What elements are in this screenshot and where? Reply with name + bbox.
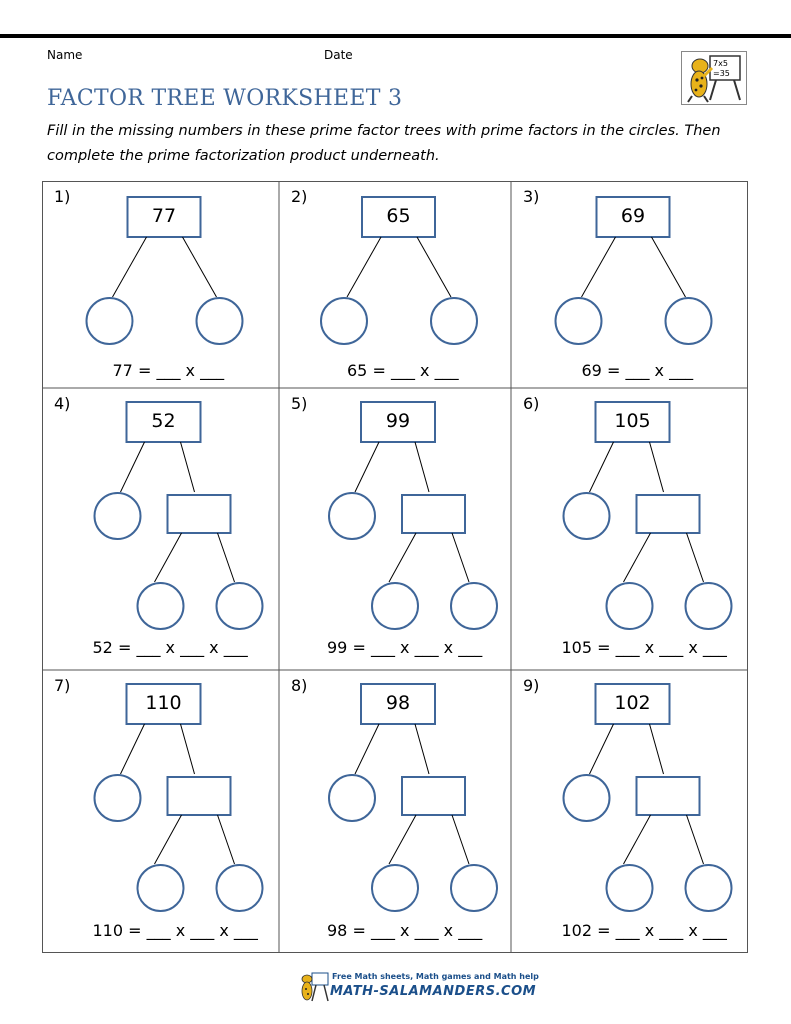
svg-text:7x5: 7x5 (713, 59, 728, 68)
branch-line (183, 237, 217, 297)
footer-logo-icon (298, 971, 332, 1003)
composite-factor-box (402, 495, 465, 533)
prime-factor-circle (372, 865, 418, 911)
prime-factor-circle (329, 493, 375, 539)
prime-factor-circle (564, 493, 610, 539)
branch-line (624, 533, 651, 582)
branch-line (590, 442, 614, 492)
branch-line (415, 442, 429, 492)
prime-factor-circle (431, 298, 477, 344)
name-label: Name (47, 48, 83, 62)
prime-factor-circle (321, 298, 367, 344)
prime-factor-circle (686, 583, 732, 629)
problem-number: 5) (291, 394, 308, 413)
problem-number: 3) (523, 187, 540, 206)
prime-factor-circle (197, 298, 243, 344)
salamander-logo-icon (681, 51, 747, 105)
branch-line (113, 237, 147, 297)
composite-factor-box (402, 777, 465, 815)
branch-line (624, 815, 651, 864)
branch-line (650, 724, 664, 774)
factorization-equation: 77 = ___ x ___ (112, 361, 225, 380)
factor-tree-problem (279, 181, 511, 388)
composite-factor-box (637, 495, 700, 533)
prime-factor-circle (686, 865, 732, 911)
composite-factor-box (168, 495, 231, 533)
footer-tagline: Free Math sheets, Math games and Math help (332, 972, 539, 981)
number-to-factor: 110 (145, 692, 182, 714)
factorization-equation: 99 = ___ x ___ x ___ (327, 638, 483, 657)
factorization-equation: 102 = ___ x ___ x ___ (561, 921, 727, 940)
factor-tree-problem (42, 388, 279, 670)
top-rule (0, 34, 791, 38)
branch-line (389, 533, 416, 582)
factorization-equation: 98 = ___ x ___ x ___ (327, 921, 483, 940)
number-to-factor: 69 (620, 205, 646, 227)
factor-tree-problem (42, 670, 279, 953)
number-to-factor: 99 (385, 410, 411, 432)
factorization-equation: 105 = ___ x ___ x ___ (561, 638, 727, 657)
prime-factor-circle (564, 775, 610, 821)
branch-line (181, 442, 195, 492)
problem-number: 1) (54, 187, 71, 206)
prime-factor-circle (451, 583, 497, 629)
branch-line (155, 533, 182, 582)
prime-factor-circle (607, 865, 653, 911)
factor-tree-problem (511, 181, 748, 388)
factor-tree-problem (511, 670, 748, 953)
number-to-factor: 52 (151, 410, 176, 432)
problem-number: 2) (291, 187, 308, 206)
prime-factor-circle (217, 583, 263, 629)
branch-line (687, 815, 704, 864)
prime-factor-circle (607, 583, 653, 629)
factor-tree-problem (42, 181, 279, 388)
prime-factor-circle (217, 865, 263, 911)
branch-line (181, 724, 195, 774)
branch-line (218, 815, 235, 864)
number-to-factor: 105 (614, 410, 651, 432)
factorization-equation: 65 = ___ x ___ (347, 361, 459, 380)
branch-line (582, 237, 616, 297)
svg-text:=35: =35 (713, 69, 730, 78)
factor-tree-problem (279, 388, 511, 670)
composite-factor-box (637, 777, 700, 815)
number-to-factor: 102 (614, 692, 651, 714)
number-to-factor: 98 (385, 692, 411, 714)
branch-line (415, 724, 429, 774)
prime-factor-circle (372, 583, 418, 629)
date-label: Date (324, 48, 353, 62)
factor-tree-problem (511, 388, 748, 670)
branch-line (652, 237, 686, 297)
branch-line (347, 237, 381, 297)
factorization-equation: 110 = ___ x ___ x ___ (92, 921, 258, 940)
branch-line (687, 533, 704, 582)
page-title: FACTOR TREE WORKSHEET 3 (47, 86, 403, 111)
factorization-equation: 52 = ___ x ___ x ___ (92, 638, 248, 657)
prime-factor-circle (138, 583, 184, 629)
prime-factor-circle (95, 493, 141, 539)
branch-line (452, 533, 469, 582)
prime-factor-circle (451, 865, 497, 911)
footer-site: MATH-SALAMANDERS.COM (330, 984, 537, 999)
problem-number: 4) (54, 394, 71, 413)
branch-line (417, 237, 451, 297)
branch-line (218, 533, 235, 582)
branch-line (121, 724, 145, 774)
branch-line (355, 724, 379, 774)
branch-line (389, 815, 416, 864)
prime-factor-circle (95, 775, 141, 821)
branch-line (650, 442, 664, 492)
number-to-factor: 77 (151, 205, 177, 227)
composite-factor-box (168, 777, 231, 815)
problem-grid (42, 181, 748, 953)
prime-factor-circle (556, 298, 602, 344)
branch-line (355, 442, 379, 492)
problem-number: 8) (291, 676, 308, 695)
branch-line (452, 815, 469, 864)
instructions: Fill in the missing numbers in these prime factor trees with prime factors in the circles. Then complete the prime factorization product underneath. (47, 123, 721, 164)
factor-tree-problem (279, 670, 511, 953)
factorization-equation: 69 = ___ x ___ (581, 361, 694, 380)
problem-number: 6) (523, 394, 540, 413)
branch-line (155, 815, 182, 864)
prime-factor-circle (329, 775, 375, 821)
branch-line (121, 442, 145, 492)
problem-number: 9) (523, 676, 540, 695)
number-to-factor: 65 (386, 205, 411, 227)
prime-factor-circle (138, 865, 184, 911)
problem-number: 7) (54, 676, 71, 695)
branch-line (590, 724, 614, 774)
prime-factor-circle (87, 298, 133, 344)
prime-factor-circle (666, 298, 712, 344)
